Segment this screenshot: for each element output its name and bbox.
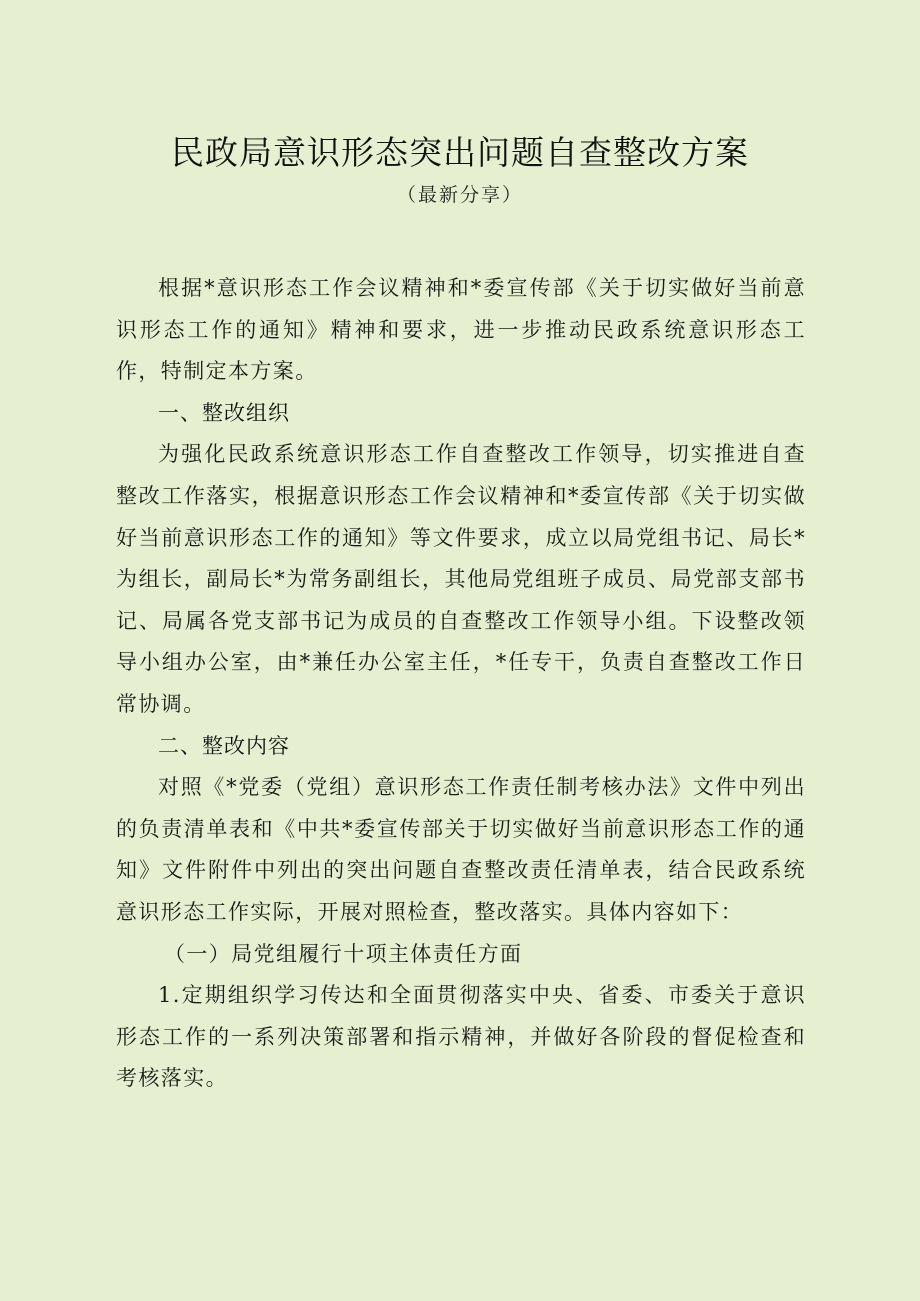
- document-body: [116, 268, 806, 1100]
- section-heading-organization: 一、整改组织: [158, 400, 290, 425]
- intro-paragraph: 根据*意识形态工作会议精神和*委宣传部《关于切实做好当前意识形态工作的通知》精神和要求，进一步推动民政系统意识形态工作，特制定本方案。: [116, 276, 806, 384]
- subsection-heading-party-group: （一）局党组履行十项主体责任方面: [164, 941, 523, 966]
- section-content-paragraph: 对照《*党委（党组）意识形态工作责任制考核办法》文件中列出的负责清单表和《中共*委宣传部关于切实做好当前意识形态工作的通知》文件附件中列出的突出问题自查整改责任清单表，结合民政系统意识形态工作实际，开展对照检查，整改落实。具体内容如下：: [116, 775, 806, 924]
- section-heading-content: 二、整改内容: [158, 733, 290, 758]
- section-organization-paragraph: 为强化民政系统意识形态工作自查整改工作领导，切实推进自查整改工作落实，根据意识形态工作会议精神和*委宣传部《关于切实做好当前意识形态工作的通知》等文件要求，成立以局党组书记、局长*为组长，副局长*为常务副组长，其他局党组班子成员、局党部支部书记、局属各党支部书记为成员的自查整改工作领导小组。下设整改领导小组办公室，由*兼任办公室主任，*任专干，负责自查整改工作日常协调。: [116, 442, 806, 716]
- document-subtitle: （最新分享）: [396, 184, 523, 206]
- document-title: 民政局意识形态突出问题自查整改方案: [171, 133, 749, 172]
- list-item-1: 1.定期组织学习传达和全面贯彻落实中央、省委、市委关于意识形态工作的一系列决策部署和指示精神，并做好各阶段的督促检查和考核落实。: [116, 983, 806, 1091]
